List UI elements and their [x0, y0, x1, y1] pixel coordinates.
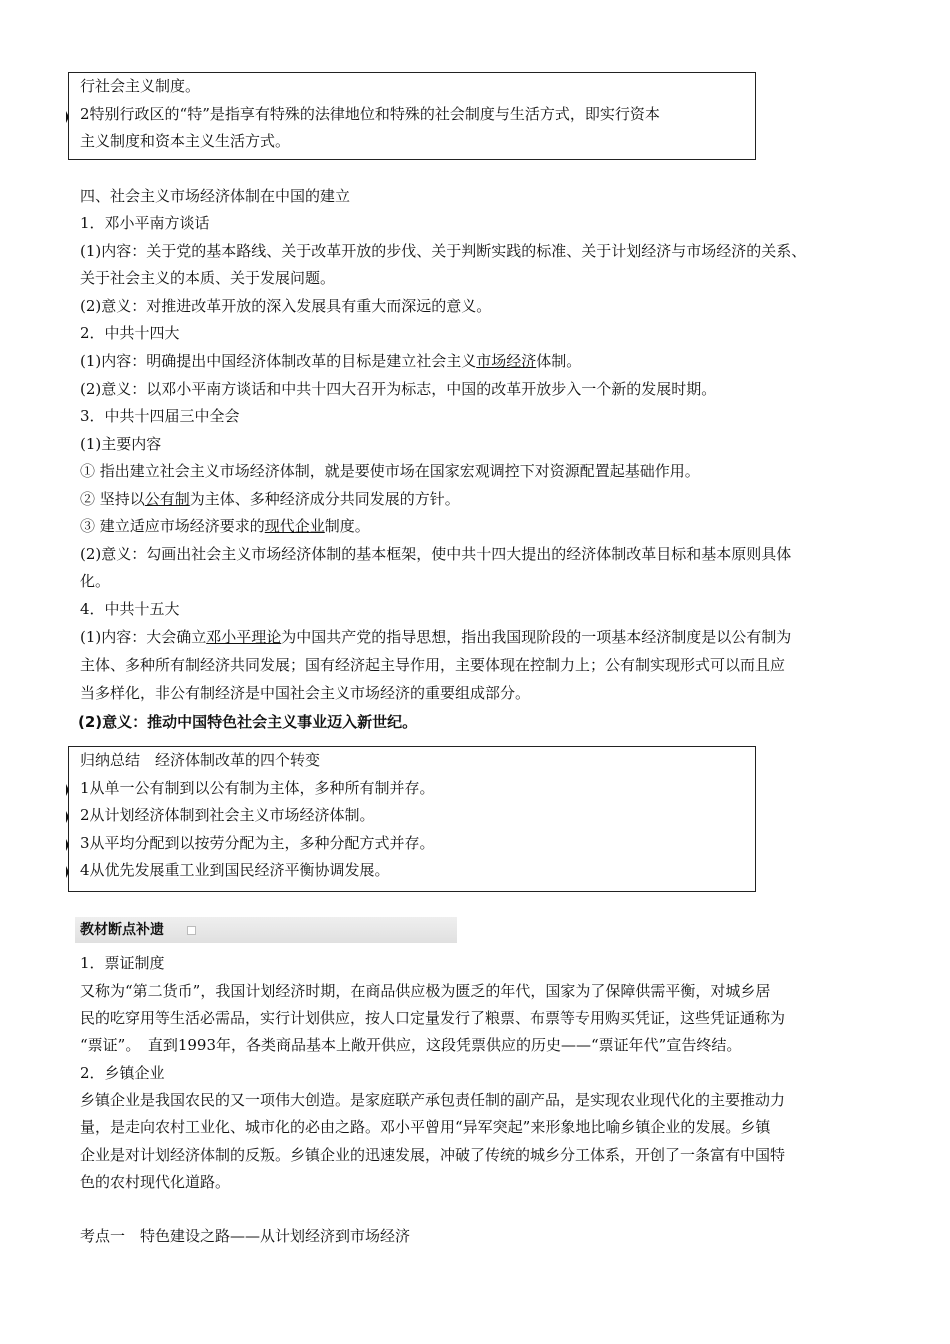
t2-line-d: 色的农村现代化道路。	[80, 1173, 231, 1191]
bracket-marker	[66, 866, 69, 878]
p4-content-b: 主体、多种所有制经济共同发展；国有经济起主导作用，主要体现在控制力上；公有制实现形式可以而且应	[80, 656, 786, 674]
p3-main: (1)主要内容	[80, 435, 162, 453]
t1-title: 1．票证制度	[80, 954, 165, 972]
p4-content-c: 当多样化，非公有制经济是中国社会主义市场经济的重要组成部分。	[80, 684, 531, 702]
p2-content	[80, 351, 581, 371]
box1-line2: 2特别行政区的“特”是指享有特殊的法律地位和特殊的社会制度与生活方式，即实行资本	[80, 105, 660, 123]
p3-meaning-b: 化。	[80, 572, 111, 590]
p4-title: 4．中共十五大	[80, 600, 180, 618]
p3-title: 3．中共十四届三中全会	[80, 407, 240, 425]
bracket-marker	[66, 811, 69, 823]
p4-meaning: (2)意义：推动中国特色社会主义事业迈入新世纪。	[78, 713, 418, 731]
p3-item2-post: 为主体、多种经济成分共同发展的方针。	[189, 490, 460, 508]
p1-title: 1．邓小平南方谈话	[80, 214, 210, 232]
p3-item3-post: 制度。	[324, 517, 370, 535]
summary-item2: 2从计划经济体制到社会主义市场经济体制。	[80, 806, 375, 824]
p1-meaning: (2)意义：对推进改革开放的深入发展具有重大而深远的意义。	[80, 297, 492, 315]
p2-underlined-term: 市场经济	[476, 352, 537, 370]
p2-content-post: 体制。	[536, 352, 582, 370]
p3-item2-pre: ② 坚持以	[80, 490, 145, 508]
p4-content-a	[80, 627, 791, 647]
bracket-marker	[66, 839, 69, 851]
t1-line-c: “票证”。 直到1993年，各类商品基本上敞开供应，这段凭票供应的历史——“票证年代”宣告终结。	[80, 1036, 742, 1054]
t2-line-c: 企业是对计划经济体制的反叛。乡镇企业的迅速发展，冲破了传统的城乡分工体系，开创了一条富有中国特	[80, 1146, 786, 1164]
p3-item2-underlined: 公有制	[144, 490, 190, 508]
p1-content-a: (1)内容：关于党的基本路线、关于改革开放的步伐、关于判断实践的标准、关于计划经济与市场经济的关系、	[80, 242, 807, 260]
kaodian-heading: 考点一 特色建设之路——从计划经济到市场经济	[80, 1227, 411, 1245]
bracket-marker	[66, 111, 69, 123]
p4-content-pre: (1)内容：大会确立	[80, 628, 207, 646]
p3-item3-pre: ③ 建立适应市场经济要求的	[80, 517, 265, 535]
supplement-banner-title: 教材断点补遗	[80, 922, 164, 938]
bracket-marker	[66, 784, 69, 796]
summary-title: 归纳总结 经济体制改革的四个转变	[80, 751, 321, 769]
p3-meaning-a: (2)意义：勾画出社会主义市场经济体制的基本框架，使中共十四大提出的经济体制改革目标和基本原则具体	[80, 545, 792, 563]
p3-item3	[80, 516, 370, 536]
box1-line1: 行社会主义制度。	[80, 77, 201, 95]
t1-line-a: 又称为“第二货币”，我国计划经济时期，在商品供应极为匮乏的年代，国家为了保障供需平衡，对城乡居	[80, 982, 771, 1000]
p1-content-b: 关于社会主义的本质、关于发展问题。	[80, 269, 336, 287]
p2-meaning: (2)意义：以邓小平南方谈话和中共十四大召开为标志，中国的改革开放步入一个新的发展时期。	[80, 380, 717, 398]
summary-item1: 1从单一公有制到以公有制为主体，多种所有制并存。	[80, 779, 435, 797]
p4-underlined-term: 邓小平理论	[206, 628, 282, 646]
t1-line-b: 民的吃穿用等生活必需品，实行计划供应，按人口定量发行了粮票、布票等专用购买凭证，这些凭证通称为	[80, 1009, 786, 1027]
t2-title: 2．乡镇企业	[80, 1064, 165, 1082]
p3-item1: ① 指出建立社会主义市场经济体制，就是要使市场在国家宏观调控下对资源配置起基础作用。	[80, 462, 700, 480]
p3-item2	[80, 489, 460, 509]
t2-line-a: 乡镇企业是我国农民的又一项伟大创造。是家庭联产承包责任制的副产品，是实现农业现代化的主要推动力	[80, 1091, 786, 1109]
section-heading: 四、社会主义市场经济体制在中国的建立	[80, 187, 351, 205]
summary-item4: 4从优先发展重工业到国民经济平衡协调发展。	[80, 861, 390, 879]
summary-item3: 3从平均分配到以按劳分配为主，多种分配方式并存。	[80, 834, 435, 852]
p2-title: 2．中共十四大	[80, 324, 180, 342]
t2-line-b: 量，是走向农村工业化、城市化的必由之路。邓小平曾用“异军突起”来形象地比喻乡镇企业的发展。乡镇	[80, 1118, 771, 1136]
banner-square-icon	[187, 926, 196, 935]
p2-content-pre: (1)内容：明确提出中国经济体制改革的目标是建立社会主义	[80, 352, 477, 370]
box1-line3: 主义制度和资本主义生活方式。	[80, 132, 291, 150]
p4-content-post: 为中国共产党的指导思想，指出我国现阶段的一项基本经济制度是以公有制为	[281, 628, 792, 646]
p3-item3-underlined: 现代企业	[264, 517, 325, 535]
